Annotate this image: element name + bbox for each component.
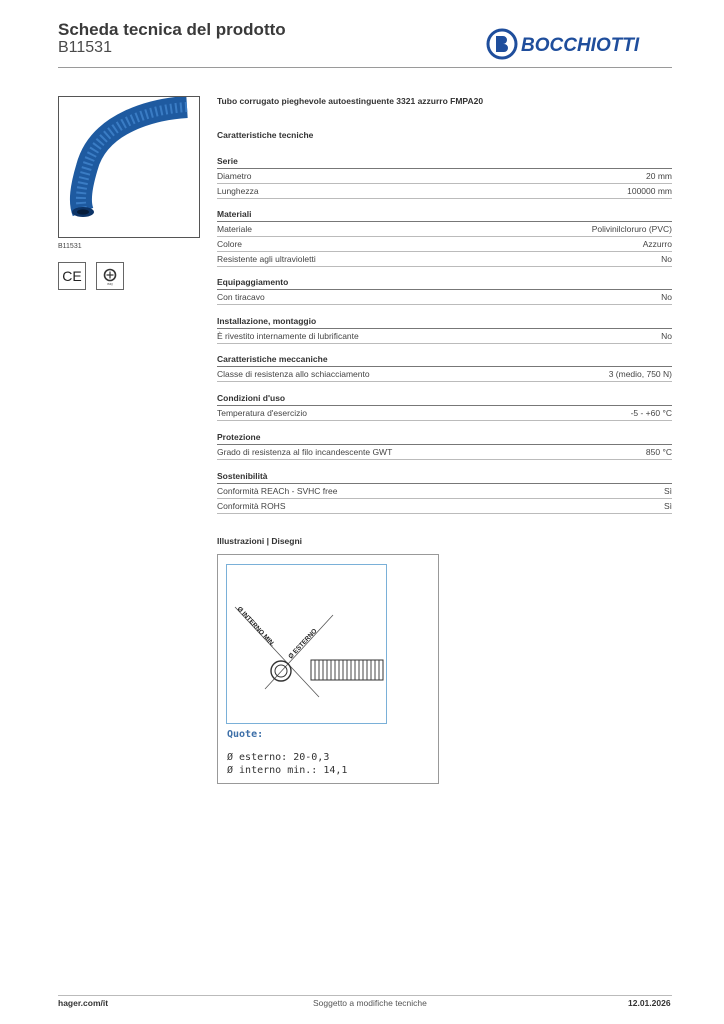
footer-site-link[interactable]: hager.com/it	[58, 998, 109, 1008]
product-photo	[58, 96, 200, 238]
section-title: Serie	[217, 155, 672, 169]
spec-label: Conformità ROHS	[217, 501, 286, 511]
blue-corrugated-tube-photo	[59, 97, 199, 237]
brand-name: BOCCHIOTTI	[521, 35, 640, 56]
spec-row	[217, 329, 672, 344]
imq-mark-badge	[96, 262, 124, 290]
spec-label: Materiale	[217, 224, 252, 234]
footer-date: 12.01.2026	[628, 998, 671, 1008]
spec-label: È rivestito internamente di lubrificante	[217, 331, 359, 341]
spec-label: Conformità REACh - SVHC free	[217, 486, 338, 496]
section-title: Protezione	[217, 431, 672, 445]
photo-caption: B11531	[58, 243, 82, 250]
illustrations-heading: Illustrazioni | Disegni	[217, 536, 303, 546]
section-title: Sostenibilità	[217, 470, 672, 484]
spec-section-meccaniche	[217, 353, 672, 382]
spec-section-installazione	[217, 315, 672, 344]
imq-mark-icon	[100, 266, 120, 286]
imq-mark-label: IMQ	[107, 282, 113, 286]
spec-row	[217, 222, 672, 237]
spec-section-condizioni	[217, 392, 672, 421]
page-title: Scheda tecnica del prodotto	[58, 20, 286, 39]
spec-label: Temperatura d'esercizio	[217, 408, 307, 418]
spec-row	[217, 406, 672, 421]
spec-value: 20 mm	[646, 171, 672, 181]
spec-row	[217, 237, 672, 252]
spec-value: Sì	[663, 501, 672, 511]
spec-value: Polivinilcloruro (PVC)	[591, 224, 672, 234]
section-title: Materiali	[217, 208, 672, 222]
spec-label: Con tiracavo	[217, 292, 265, 302]
product-title: Tubo corrugato pieghevole autoestinguente 3321 azzurro FMPA20	[217, 96, 484, 106]
quote-internal-diameter: Ø interno min.: 14,1	[227, 765, 348, 776]
section-title: Equipaggiamento	[217, 276, 672, 290]
spec-row	[217, 445, 672, 460]
spec-row	[217, 252, 672, 267]
label-internal-diameter: Ø INTERNO MIN.	[235, 605, 276, 649]
label-external-diameter: Ø ESTERNO	[287, 627, 319, 661]
spec-label: Classe di resistenza allo schiacciamento	[217, 369, 370, 379]
spec-label: Resistente agli ultravioletti	[217, 254, 316, 264]
spec-row	[217, 484, 672, 499]
spec-value: 850 °C	[645, 447, 672, 457]
spec-section-materiali	[217, 208, 672, 267]
footer-note: Soggetto a modifiche tecniche	[313, 998, 427, 1008]
quote-label: Quote:	[227, 729, 264, 740]
spec-value: -5 - +60 °C	[630, 408, 672, 418]
spec-value: No	[661, 292, 672, 302]
spec-value: 100000 mm	[627, 186, 672, 196]
spec-value: No	[661, 331, 672, 341]
spec-section-protezione	[217, 431, 672, 460]
spec-section-sostenibilita	[217, 470, 672, 514]
tube-dimension-drawing	[227, 565, 386, 723]
header-divider	[58, 67, 672, 68]
spec-section-serie	[217, 155, 672, 199]
spec-label: Grado di resistenza al filo incandescente GWT	[217, 447, 393, 457]
spec-value: No	[661, 254, 672, 264]
spec-row	[217, 290, 672, 305]
spec-section-equipaggiamento	[217, 276, 672, 305]
section-title: Caratteristiche meccaniche	[217, 353, 672, 367]
section-title: Condizioni d'uso	[217, 392, 672, 406]
footer-divider	[58, 995, 672, 996]
tube-side-view	[311, 660, 383, 680]
ce-mark-label: CE	[62, 268, 82, 284]
bocchiotti-logo	[486, 28, 668, 60]
spec-label: Diametro	[217, 171, 252, 181]
spec-row	[217, 169, 672, 184]
spec-value: Sì	[663, 486, 672, 496]
spec-value: 3 (medio, 750 N)	[608, 369, 672, 379]
product-code: B11531	[58, 39, 112, 56]
spec-row	[217, 499, 672, 514]
spec-row	[217, 367, 672, 382]
spec-label: Colore	[217, 239, 243, 249]
tech-specs-heading: Caratteristiche tecniche	[217, 130, 314, 140]
spec-row	[217, 184, 672, 199]
spec-label: Lunghezza	[217, 186, 259, 196]
section-title: Installazione, montaggio	[217, 315, 672, 329]
technical-drawing	[226, 564, 387, 724]
quote-external-diameter: Ø esterno: 20-0,3	[227, 752, 330, 763]
spec-value: Azzurro	[642, 239, 672, 249]
ce-mark-badge	[58, 262, 86, 290]
